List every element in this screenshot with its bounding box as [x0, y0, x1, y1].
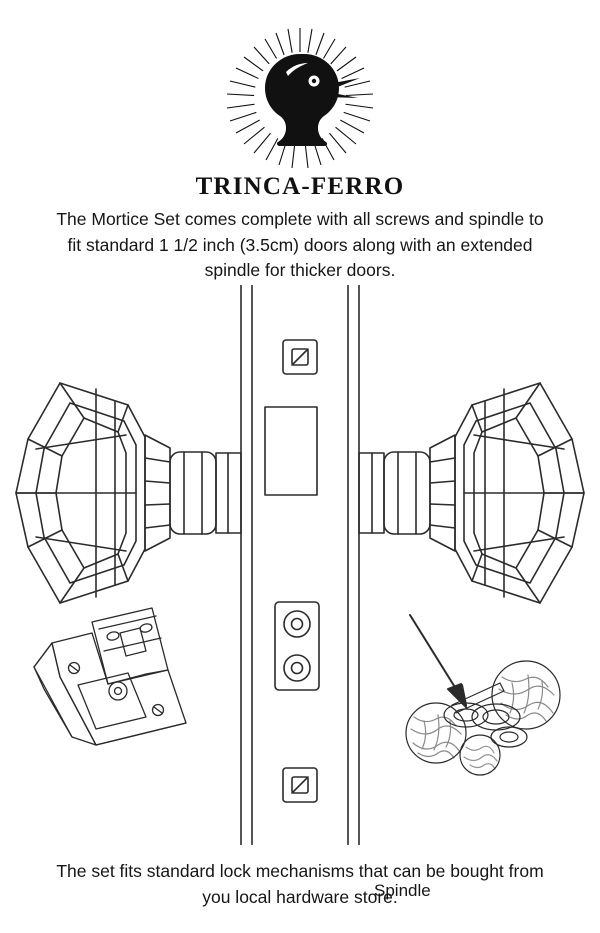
spindle-label: Spindle: [374, 881, 431, 900]
brand-logo-block: [0, 26, 600, 201]
intro-description: The Mortice Set comes complete with all screws and spindle to fit standard 1 1/2 inch (3.5cm) doors along with an extended spindle for thicker doors.: [56, 209, 544, 281]
bird-head-sunburst-logo-icon: [200, 26, 400, 171]
brand-name: TRINCA-FERRO: [195, 173, 405, 200]
footer-description: The set fits standard lock mechanisms that can be bought from you local hardware store.: [56, 861, 544, 907]
